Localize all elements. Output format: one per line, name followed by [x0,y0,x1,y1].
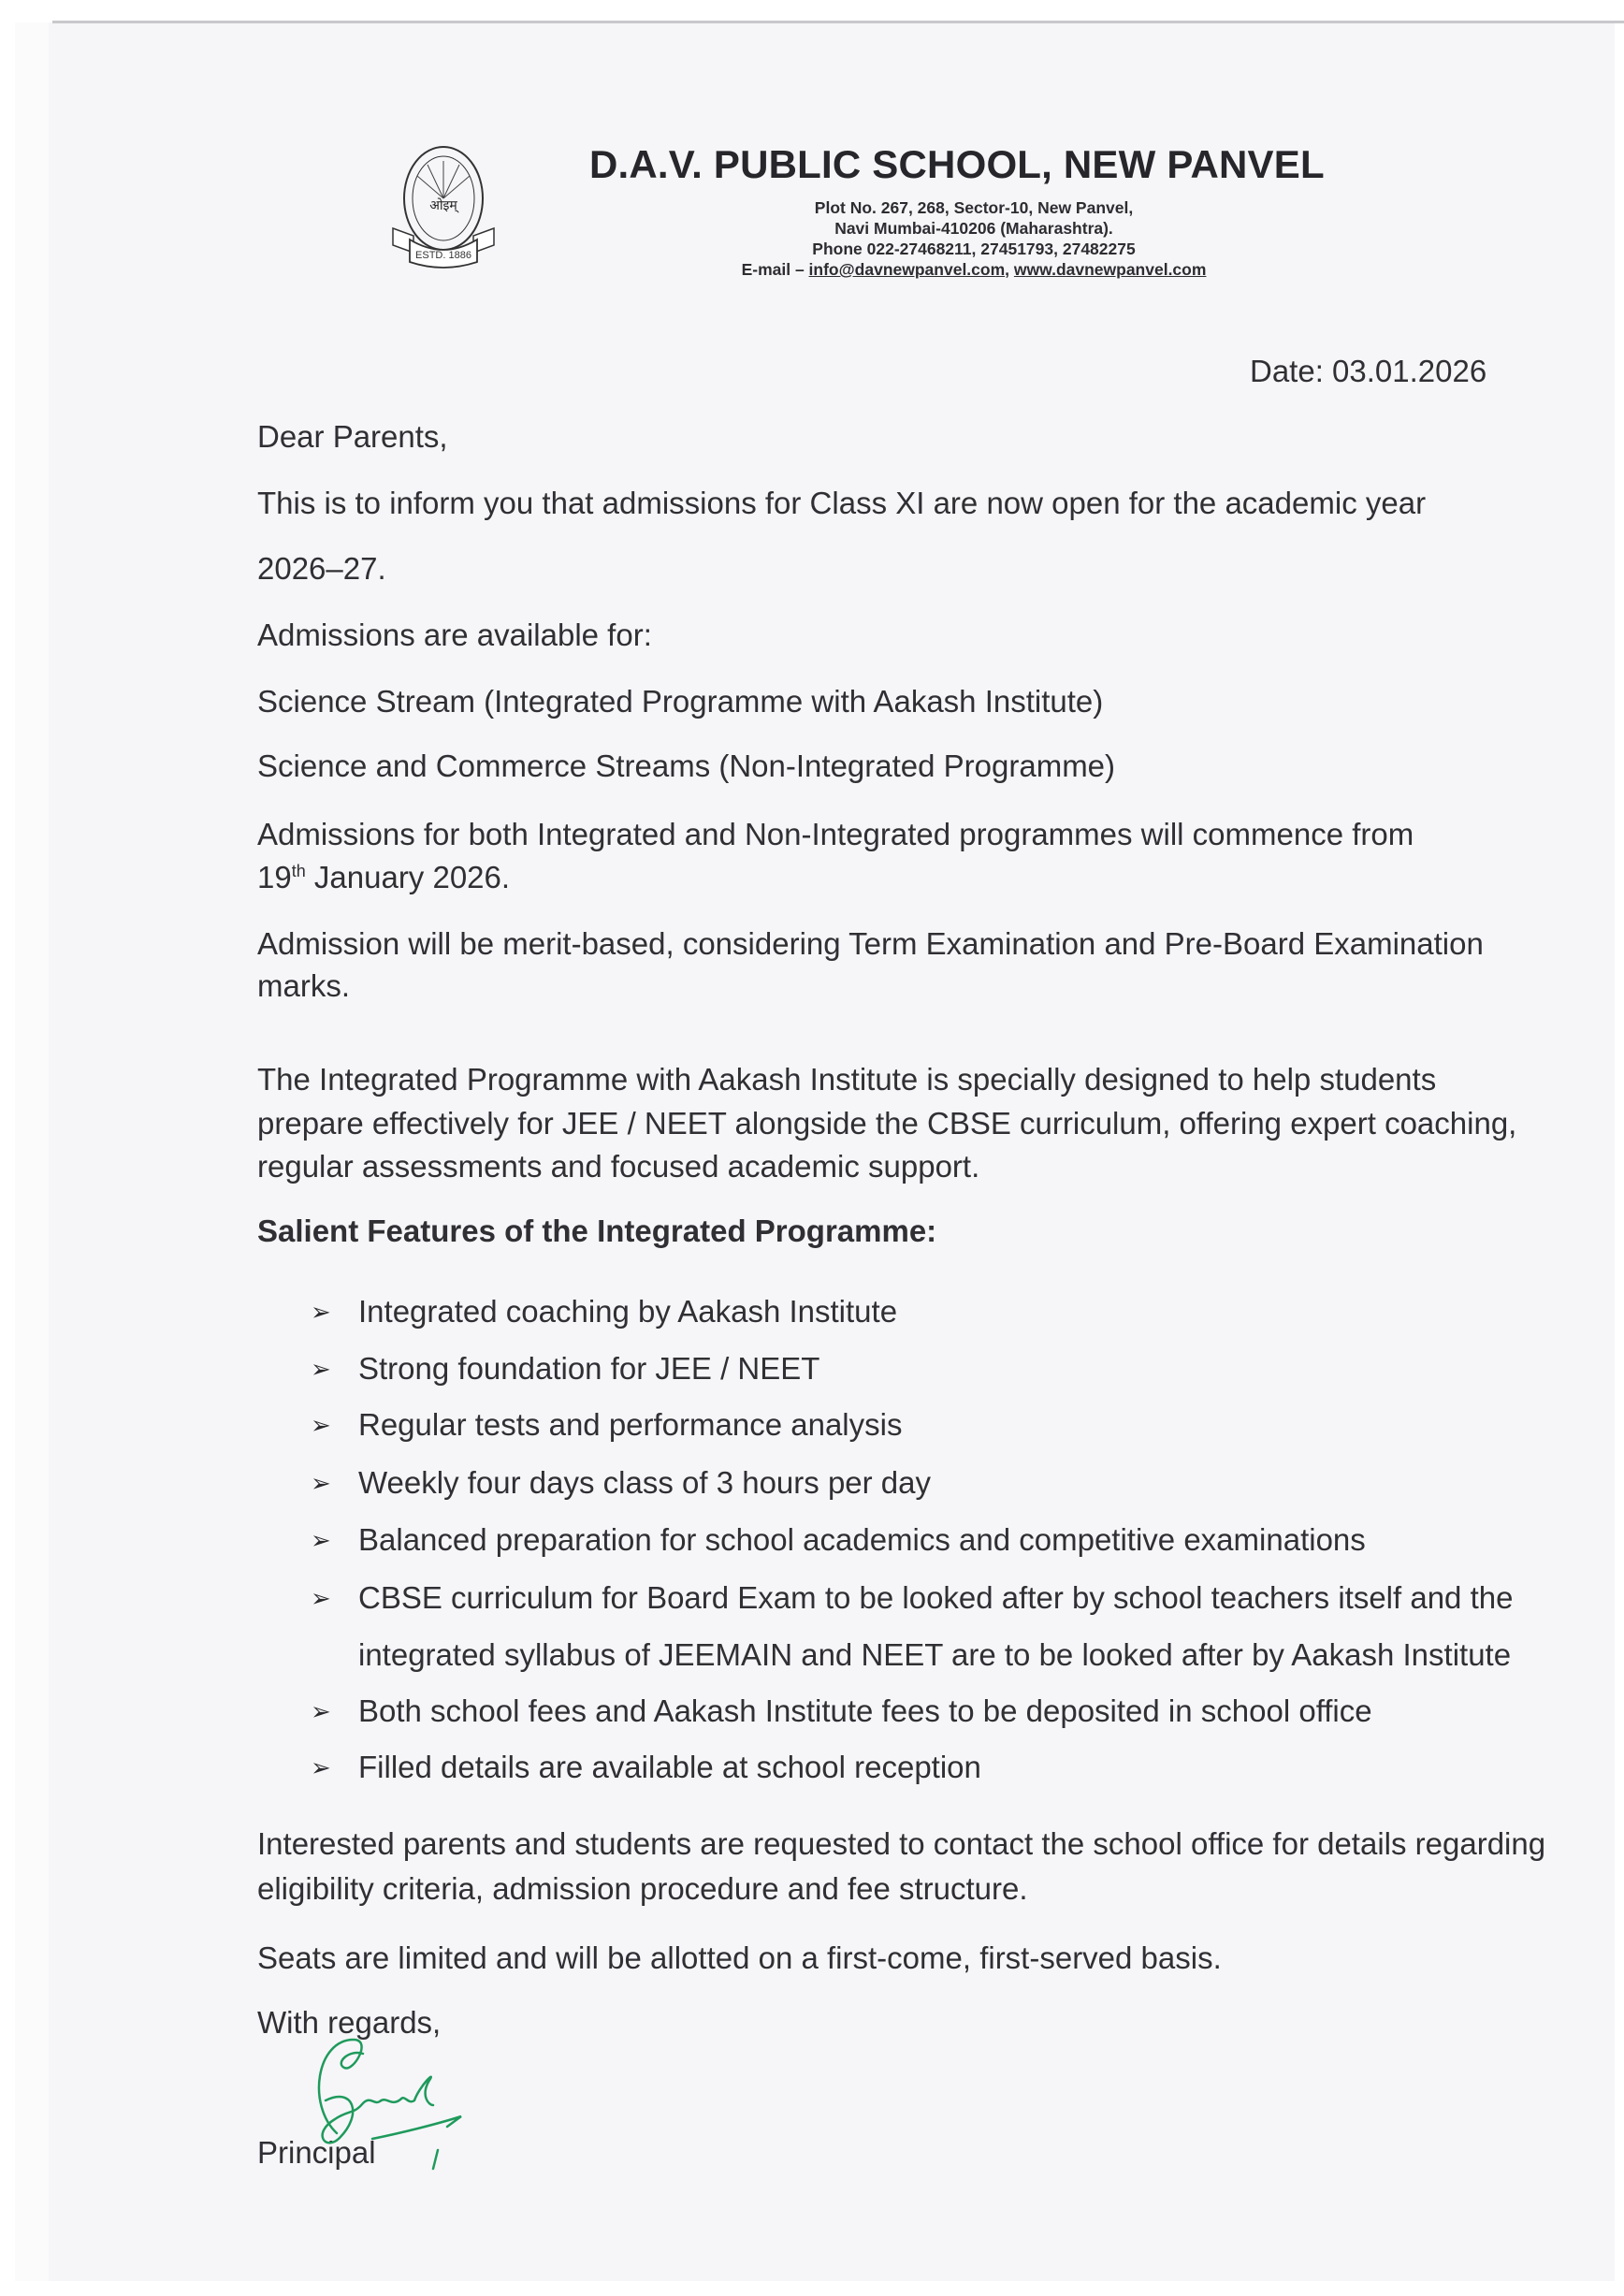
integrated-line-2: prepare effectively for JEE / NEET alongside the CBSE curriculum, offering expert coaching, [257,1106,1517,1141]
address-line-2: Navi Mumbai-410206 (Maharashtra). [834,219,1113,238]
merit-line-1: Admission will be merit-based, considering Term Examination and Pre-Board Examination [257,926,1484,961]
email-link[interactable]: info@davnewpanvel.com [808,260,1006,279]
feature-item: Regular tests and performance analysis [358,1407,903,1442]
closing: With regards, [257,2005,442,2040]
school-name: D.A.V. PUBLIC SCHOOL, NEW PANVEL [589,142,1325,186]
features-heading: Salient Features of the Integrated Programme: [257,1213,937,1248]
intro-line-2: 2026–27. [257,551,386,586]
website-link[interactable]: www.davnewpanvel.com [1013,260,1207,279]
arrowhead-bullet-icon: ➢ [311,1298,331,1326]
commence-line-1: Admissions for both Integrated and Non-Integrated programmes will commence from [257,817,1414,851]
intro-line-1: This is to inform you that admissions for Class XI are now open for the academic year [257,486,1427,520]
principal-signature [297,2030,503,2171]
scan-edge [15,22,49,2281]
contact-line: E-mail – info@davnewpanvel.com, www.davnewpanvel.com [741,260,1207,279]
letter-date: Date: 03.01.2026 [1250,354,1487,388]
signatory-title: Principal [257,2135,376,2170]
phone-line: Phone 022-27468211, 27451793, 27482275 [812,240,1136,258]
feature-item: Balanced preparation for school academics and competitive examinations [358,1522,1366,1557]
feature-item: Filled details are available at school reception [358,1750,981,1784]
commence-line-2: 19th January 2026. [257,860,511,894]
arrowhead-bullet-icon: ➢ [311,1469,331,1497]
arrowhead-bullet-icon: ➢ [311,1753,331,1781]
emblem-center-text: ओइम् [429,198,457,213]
feature-item: Weekly four days class of 3 hours per day [358,1465,932,1500]
stream-1: Science Stream (Integrated Programme with Aakash Institute) [257,684,1104,719]
salutation: Dear Parents, [257,419,448,454]
contact-line-2: eligibility criteria, admission procedure and fee structure. [257,1871,1028,1906]
integrated-line-3: regular assessments and focused academic support. [257,1149,980,1184]
feature-item: Integrated coaching by Aakash Institute [358,1294,898,1329]
emblem-estd-text: ESTD. 1886 [415,250,471,261]
arrowhead-bullet-icon: ➢ [311,1355,331,1383]
feature-item: CBSE curriculum for Board Exam to be looked after by school teachers itself and the [358,1580,1514,1615]
contact-line-1: Interested parents and students are requested to contact the school office for details regarding [257,1826,1546,1861]
stream-2: Science and Commerce Streams (Non-Integrated Programme) [257,748,1116,783]
address-line-1: Plot No. 267, 268, Sector-10, New Panvel, [814,198,1134,217]
scan-top-edge [52,21,1624,23]
available-heading: Admissions are available for: [257,618,652,652]
arrowhead-bullet-icon: ➢ [311,1411,331,1439]
arrowhead-bullet-icon: ➢ [311,1526,331,1554]
integrated-line-1: The Integrated Programme with Aakash Institute is specially designed to help students [257,1062,1437,1097]
arrowhead-bullet-icon: ➢ [311,1697,331,1725]
merit-line-2: marks. [257,968,350,1003]
feature-item: Strong foundation for JEE / NEET [358,1351,820,1386]
arrowhead-bullet-icon: ➢ [311,1584,331,1612]
seats-note: Seats are limited and will be allotted on a first-come, first-served basis. [257,1940,1222,1975]
feature-item: integrated syllabus of JEEMAIN and NEET are to be looked after by Aakash Institute [358,1637,1512,1672]
feature-item: Both school fees and Aakash Institute fees to be deposited in school office [358,1693,1372,1728]
